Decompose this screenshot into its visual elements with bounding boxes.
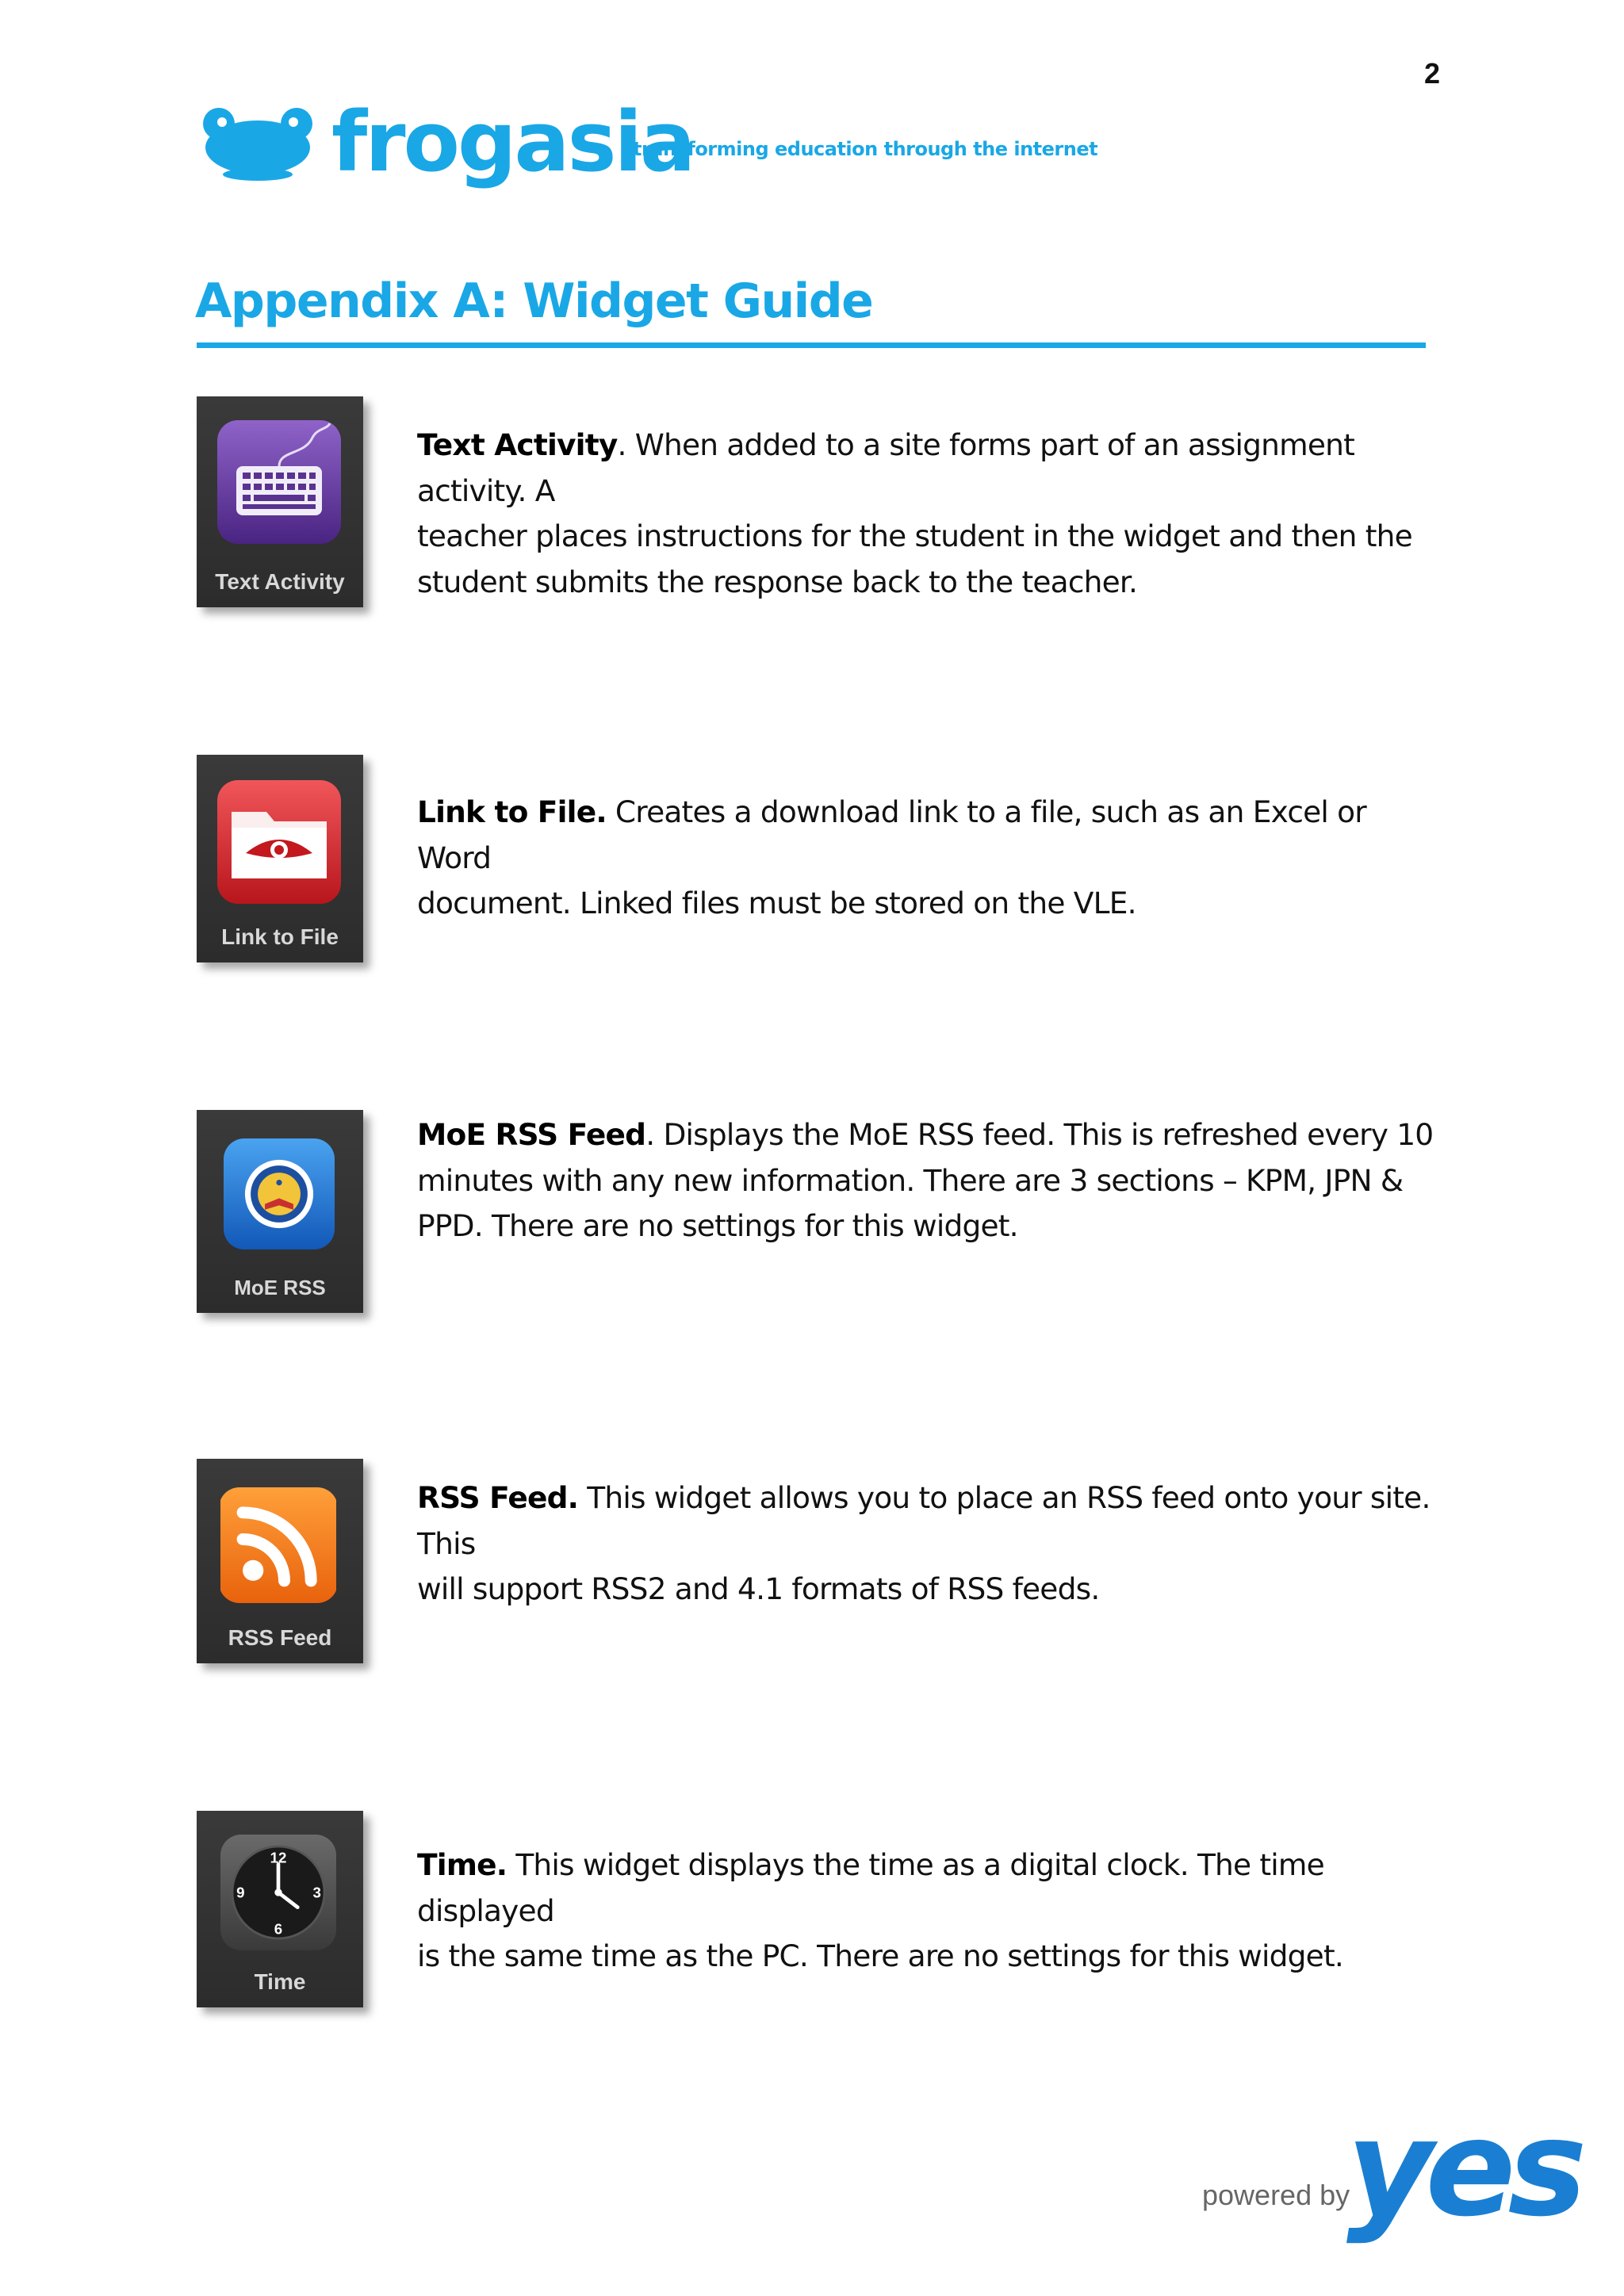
widget-title: Text Activity — [417, 427, 618, 462]
description-line: PPD. There are no settings for this widget. — [417, 1208, 1018, 1243]
brand-name: frogasia — [331, 94, 694, 190]
description-line: is the same time as the PC. There are no settings for this widget. — [417, 1938, 1343, 1973]
widget-description — [417, 1475, 1440, 1613]
frog-logo-icon — [198, 101, 317, 181]
keyboard-icon — [217, 420, 341, 544]
widget-description — [417, 1843, 1440, 1980]
widget-description — [417, 423, 1440, 605]
description-line: MoE RSS Feed. Displays the MoE RSS feed. This is refreshed every 10 — [417, 1117, 1434, 1152]
description-line: document. Linked files must be stored on the VLE. — [417, 886, 1136, 920]
description-line: Link to File. Creates a download link to a file, such as an Excel or Word — [417, 794, 1366, 875]
svg-text:6: 6 — [274, 1920, 283, 1938]
svg-text:3: 3 — [312, 1884, 321, 1901]
widget-title: RSS Feed. — [417, 1480, 579, 1515]
widget-tile-moe-rss — [197, 1110, 363, 1313]
widget-tile-text-activity — [197, 396, 363, 607]
description-line: Text Activity. When added to a site forms part of an assignment activity. A — [417, 427, 1355, 508]
title-underline — [197, 342, 1426, 348]
clock-icon — [220, 1835, 336, 1950]
moe-crest-icon — [224, 1138, 335, 1249]
widget-label: Time — [254, 1969, 306, 1994]
page-number: 2 — [1423, 57, 1440, 90]
svg-text:12: 12 — [270, 1849, 287, 1866]
description-line: student submits the response back to the teacher. — [417, 564, 1138, 599]
powered-by-text: powered by — [1202, 2179, 1350, 2211]
widget-title: MoE RSS Feed — [417, 1117, 646, 1152]
widget-tile-link-to-file — [197, 755, 363, 962]
widget-label: MoE RSS — [234, 1276, 326, 1299]
description-line: teacher places instructions for the student in the widget and then the — [417, 519, 1412, 553]
description-line: Time. This widget displays the time as a digital clock. The time displayed — [417, 1847, 1324, 1928]
svg-text:9: 9 — [236, 1884, 245, 1901]
yes-logo: yes — [1346, 2091, 1580, 2246]
description-line: RSS Feed. This widget allows you to place an RSS feed onto your site. This — [417, 1480, 1431, 1561]
widget-description — [417, 790, 1440, 927]
widget-label: Text Activity — [215, 569, 345, 594]
description-line: minutes with any new information. There are 3 sections – KPM, JPN & — [417, 1162, 1404, 1198]
folder-eye-icon — [217, 780, 341, 904]
widget-title: Time. — [417, 1847, 508, 1882]
widget-tile-time — [197, 1811, 363, 2007]
page-title: Appendix A: Widget Guide — [195, 274, 873, 329]
widget-title: Link to File. — [417, 794, 607, 829]
widget-label: RSS Feed — [228, 1625, 332, 1650]
description-line: will support RSS2 and 4.1 formats of RSS feeds. — [417, 1571, 1100, 1606]
rss-icon — [219, 1487, 338, 1603]
footer-sponsor — [1189, 2091, 1580, 2246]
brand-tagline: transforming education through the internet — [633, 138, 1098, 160]
widget-label: Link to File — [221, 924, 339, 949]
frogasia-logo — [198, 94, 1098, 197]
widget-description — [417, 1112, 1440, 1249]
widget-tile-rss-feed — [197, 1459, 363, 1663]
